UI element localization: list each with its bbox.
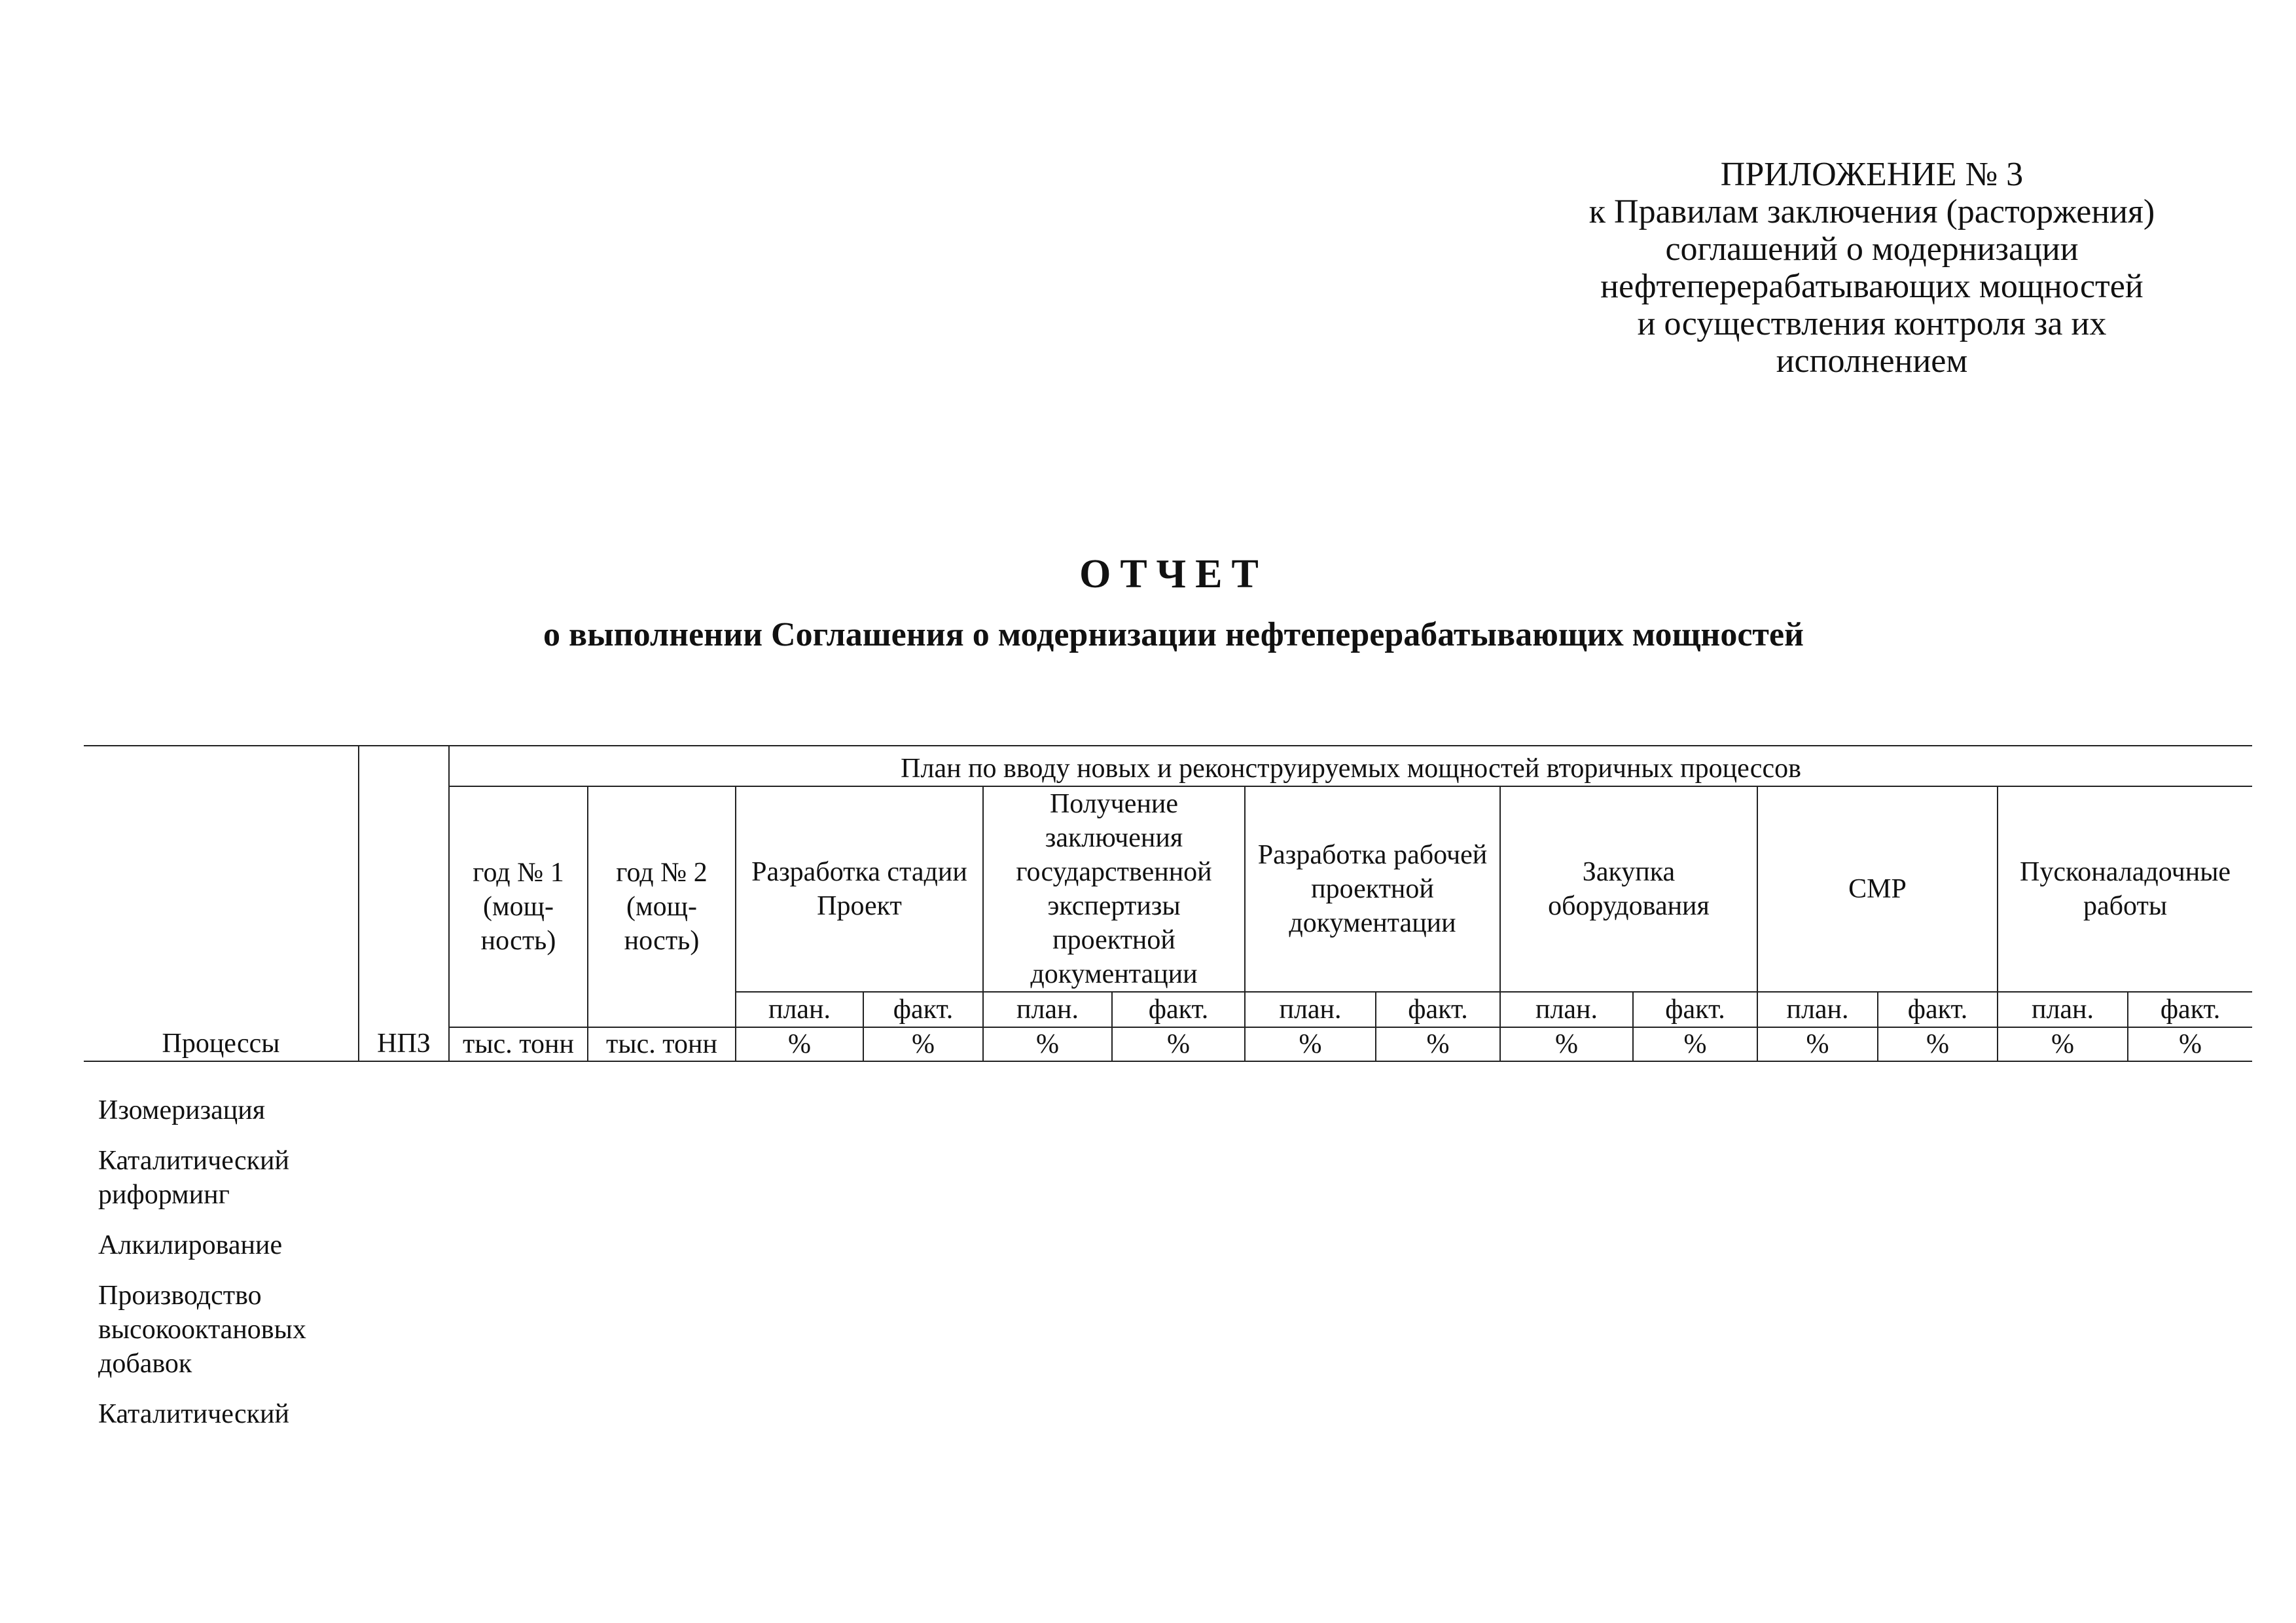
unit-tons: тыс. тонн — [449, 1027, 588, 1061]
process-item: Производство высокооктановых добавок — [98, 1281, 306, 1379]
fact-label: факт. — [1112, 992, 1245, 1027]
header-npz: НПЗ — [359, 746, 449, 1061]
unit-percent: % — [2128, 1027, 2252, 1061]
fact-label: факт. — [863, 992, 983, 1027]
unit-percent: % — [863, 1027, 983, 1061]
unit-percent: % — [1757, 1027, 1878, 1061]
fact-label: факт. — [2128, 992, 2252, 1027]
header-stage-procurement: Закупка оборудования — [1500, 786, 1757, 992]
report-table — [84, 745, 2252, 1062]
process-item: Каталитический риформинг — [98, 1146, 289, 1210]
unit-percent: % — [1500, 1027, 1633, 1061]
unit-percent: % — [1376, 1027, 1500, 1061]
unit-percent: % — [1878, 1027, 1998, 1061]
header-stage-working-docs: Разработка рабочей проектной документации — [1245, 786, 1500, 992]
appendix-line: соглашений о модернизации — [1665, 230, 2079, 268]
plan-label: план. — [983, 992, 1112, 1027]
fact-label: факт. — [1878, 992, 1998, 1027]
appendix-line: и осуществления контроля за их — [1637, 305, 2107, 342]
plan-label: план. — [1998, 992, 2128, 1027]
header-plan-group: План по вводу новых и реконструируемых мощностей вторичных процессов — [449, 746, 2252, 786]
fact-label: факт. — [1633, 992, 1757, 1027]
header-stage-commissioning: Пусконаладочные работы — [1998, 786, 2252, 992]
header-year-2: год № 2 (мощ-ность) — [588, 786, 736, 1027]
unit-percent: % — [736, 1027, 863, 1061]
appendix-line: нефтеперерабатывающих мощностей — [1600, 268, 2144, 305]
header-stage-project: Разработка стадии Проект — [736, 786, 983, 992]
report-title: ОТЧЕТ — [1079, 552, 1268, 596]
plan-label: план. — [1500, 992, 1633, 1027]
unit-percent: % — [1112, 1027, 1245, 1061]
header-stage-construction: СМР — [1757, 786, 1998, 992]
unit-percent: % — [983, 1027, 1112, 1061]
fact-label: факт. — [1376, 992, 1500, 1027]
unit-percent: % — [1245, 1027, 1376, 1061]
unit-percent: % — [1998, 1027, 2128, 1061]
plan-label: план. — [1757, 992, 1878, 1027]
header-processes: Процессы — [84, 746, 359, 1061]
appendix-line: исполнением — [1776, 342, 1968, 380]
plan-label: план. — [1245, 992, 1376, 1027]
appendix-block — [1545, 156, 2199, 380]
process-list — [98, 1093, 373, 1448]
process-item: Алкилирование — [98, 1230, 283, 1260]
header-year-1: год № 1 (мощ-ность) — [449, 786, 588, 1027]
plan-label: план. — [736, 992, 863, 1027]
header-stage-expertise: Получение заключения государственной экспертизы проектной документации — [983, 786, 1245, 992]
unit-tons: тыс. тонн — [588, 1027, 736, 1061]
process-item: Изомеризация — [98, 1095, 266, 1125]
appendix-number: ПРИЛОЖЕНИЕ № 3 — [1720, 156, 2024, 193]
process-item: Каталитический — [98, 1399, 289, 1429]
report-subtitle: о выполнении Соглашения о модернизации нефтеперерабатывающих мощностей — [543, 616, 1804, 653]
appendix-line: к Правилам заключения (расторжения) — [1588, 193, 2155, 230]
unit-percent: % — [1633, 1027, 1757, 1061]
